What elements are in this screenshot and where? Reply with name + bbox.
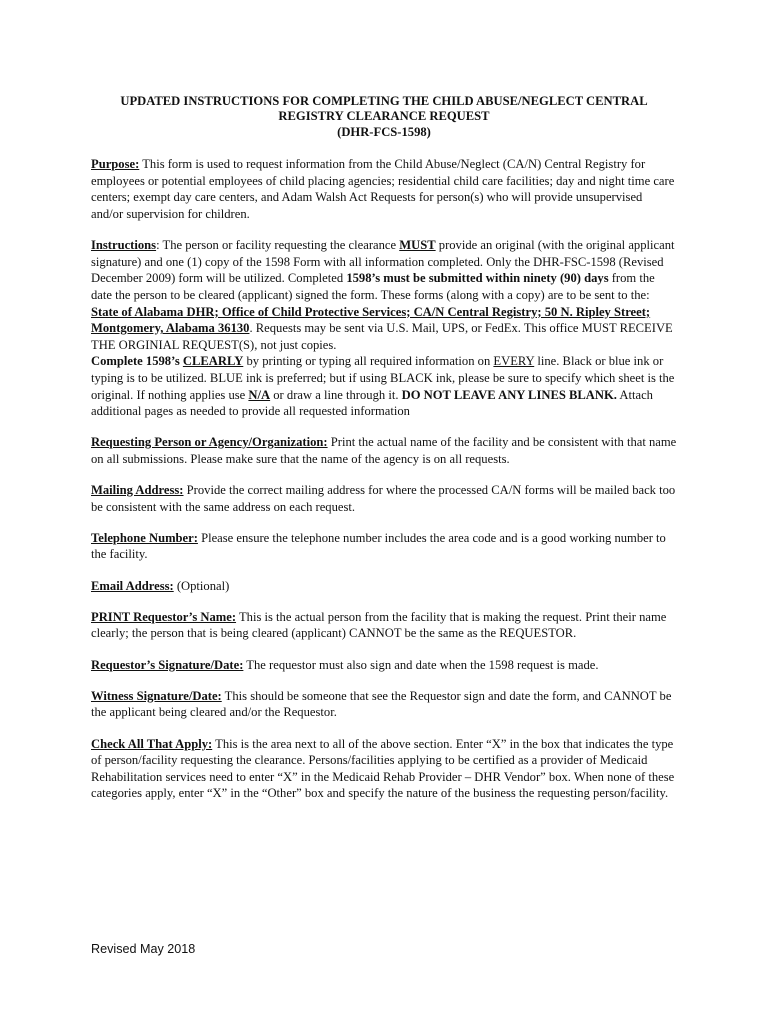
complete-na: N/A xyxy=(248,387,271,402)
section-mailing-address xyxy=(91,482,677,515)
complete-text-1: by printing or typing all required information on xyxy=(243,354,494,369)
section-witness-signature xyxy=(91,688,677,721)
section-label: Witness Signature/Date: xyxy=(91,688,222,703)
instructions-paragraph xyxy=(91,237,677,353)
section-requesting-person xyxy=(91,434,677,467)
complete-every: EVERY xyxy=(493,354,535,369)
section-label: Mailing Address: xyxy=(91,483,184,498)
complete-clearly: CLEARLY xyxy=(182,354,244,369)
purpose-paragraph xyxy=(91,156,677,222)
section-text: This is the area next to all of the above section. Enter “X” in the box that indicates the type of person/facility requesting the clearance. Persons/facilities applying to be certified as a provider of Medicaid Rehabilitation services need to enter “X” in the Medicaid Rehab Provider – DHR Vendor” box. When none of these categories apply, enter “X” in the “Other” box and specify the nature of the business the requesting person/facility. xyxy=(91,736,675,801)
title-line-3: (DHR-FCS-1598) xyxy=(337,124,431,139)
instructions-text-4: . Requests may be sent via U.S. Mail, UPS, or FedEx. This office MUST RECEIVE THE ORGINIAL REQUEST(S), not just copies. xyxy=(91,321,673,352)
section-text: This is the actual person from the facility that is making the request. Print their name clearly; the person that is being cleared (applicant) CANNOT be the same as the REQUESTOR. xyxy=(91,609,667,641)
complete-text-2: line. Black or blue ink or typing is to be utilized. BLUE ink is preferred; but if using BLACK ink, please be sure to specify which sheet is the original. If nothing applies use xyxy=(91,354,675,402)
complete-text-4: Attach additional pages as needed to provide all requested information xyxy=(91,387,653,419)
document-body xyxy=(91,94,677,817)
section-text: (Optional) xyxy=(173,578,230,593)
title-line-1: UPDATED INSTRUCTIONS FOR COMPLETING THE CHILD ABUSE/NEGLECT CENTRAL xyxy=(120,94,648,108)
section-telephone-number xyxy=(91,530,677,563)
section-label: Check All That Apply: xyxy=(91,736,213,751)
instructions-must: MUST xyxy=(399,238,436,253)
section-text: Print the actual name of the facility and be consistent with that name on all submissions. Please make sure that the name of the agency is on all requests. xyxy=(91,435,677,466)
complete-warning: DO NOT LEAVE ANY LINES BLANK. xyxy=(401,387,617,402)
section-text: Provide the correct mailing address for where the processed CA/N forms will be mailed back too be consistent with the same address on each request. xyxy=(91,483,676,514)
section-label: Email Address: xyxy=(91,578,174,593)
section-label: Telephone Number: xyxy=(91,530,198,545)
complete-lead: Complete 1598’s xyxy=(91,354,183,369)
complete-text-3: or draw a line through it. xyxy=(270,387,402,402)
section-email-address xyxy=(91,578,677,595)
revision-footer: Revised May 2018 xyxy=(91,942,196,956)
section-text: Please ensure the telephone number includes the area code and is a good working number to the facility. xyxy=(91,530,666,562)
section-label: Requesting Person or Agency/Organization: xyxy=(91,435,328,450)
purpose-label: Purpose: xyxy=(91,157,140,172)
section-label: Requestor’s Signature/Date: xyxy=(91,657,244,672)
instructions-label: Instructions xyxy=(91,238,157,253)
instructions-address: State of Alabama DHR; Office of Child Protective Services; CA/N Central Registry; 50 N. Ripley Street; Montgomery, Alabama 36130 xyxy=(91,304,651,336)
instructions-text-1: : The person or facility requesting the clearance xyxy=(156,238,400,253)
instructions-text-3: from the date the person to be cleared (applicant) signed the form. These forms (along with a copy) are to be sent to the: xyxy=(91,271,655,302)
instructions-deadline: 1598’s must be submitted within ninety (90) days xyxy=(346,271,609,286)
section-text: The requestor must also sign and date when the 1598 request is made. xyxy=(243,657,599,672)
section-check-all-that-apply xyxy=(91,736,677,802)
instructions-text-2: provide an original (with the original applicant signature) and one (1) copy of the 1598 Form with all information completed. Only the DHR-FSC-1598 (Revised December 2009) form will be utilized. Completed xyxy=(91,238,675,286)
complete-paragraph xyxy=(91,353,677,419)
section-text: This should be someone that see the Requestor sign and date the form, and CANNOT be the applicant being cleared and/or the Requestor. xyxy=(91,688,672,720)
title-line-2: REGISTRY CLEARANCE REQUEST xyxy=(278,109,490,124)
section-label: PRINT Requestor’s Name: xyxy=(91,609,237,624)
purpose-text: This form is used to request information from the Child Abuse/Neglect (CA/N) Central Registry for employees or potential employees of child placing agencies; residential child care facilities; day and night time care centers; exempt day care centers, and Adam Walsh Act Requests for person(s) who will provide unsupervised and/or supervision for children. xyxy=(91,157,675,221)
document-title xyxy=(91,94,677,140)
section-print-requestor-name xyxy=(91,609,677,642)
section-requestor-signature xyxy=(91,657,677,674)
